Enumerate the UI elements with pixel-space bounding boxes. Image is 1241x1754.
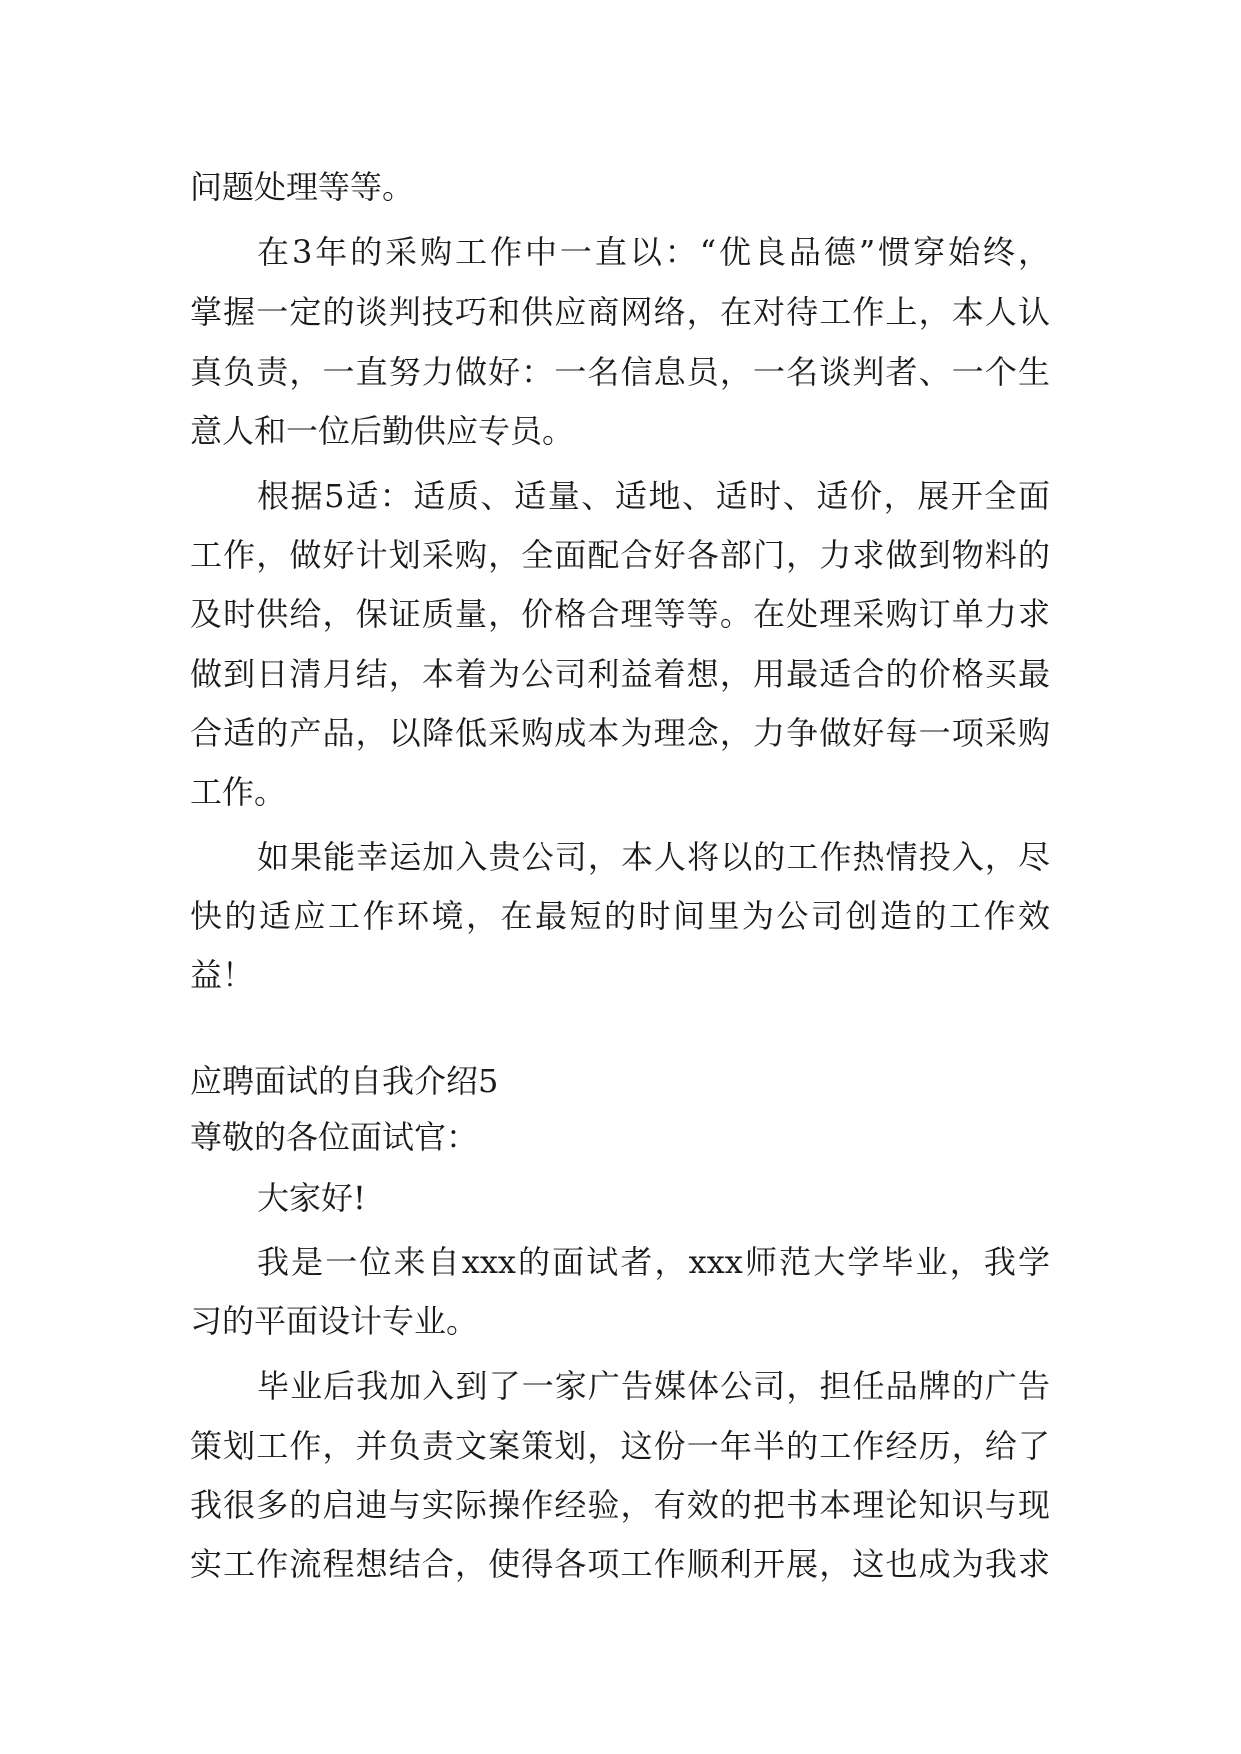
- greeting: 大家好!: [257, 1179, 366, 1217]
- paragraph-line: 掌握一定的谈判技巧和供应商网络，在对待工作上，本人认: [190, 293, 1050, 331]
- salutation: 尊敬的各位面试官：: [190, 1118, 479, 1156]
- paragraph-line: 做到日清月结，本着为公司利益着想，用最适合的价格买最: [190, 655, 1050, 693]
- paragraph-line: 工作，做好计划采购，全面配合好各部门，力求做到物料的: [190, 536, 1050, 574]
- section-title: 应聘面试的自我介绍5: [190, 1062, 499, 1100]
- paragraph-line: 工作。: [190, 773, 287, 811]
- paragraph-line: 毕业后我加入到了一家广告媒体公司，担任品牌的广告: [257, 1367, 1050, 1405]
- paragraph-line: 在3年的采购工作中一直以：“优良品德”惯穿始终，: [257, 233, 1050, 271]
- paragraph-line: 益！: [190, 956, 255, 994]
- paragraph-line: 意人和一位后勤供应专员。: [190, 412, 575, 450]
- text-line: 问题处理等等。: [190, 168, 415, 206]
- paragraph-line: 习的平面设计专业。: [190, 1302, 479, 1340]
- paragraph-line: 合适的产品，以降低采购成本为理念，力争做好每一项采购: [190, 714, 1050, 752]
- paragraph-line: 我很多的启迪与实际操作经验，有效的把书本理论知识与现: [190, 1486, 1050, 1524]
- paragraph-line: 如果能幸运加入贵公司，本人将以的工作热情投入，尽: [257, 838, 1050, 876]
- paragraph-line: 及时供给，保证质量，价格合理等等。在处理采购订单力求: [190, 595, 1050, 633]
- paragraph-line: 实工作流程想结合，使得各项工作顺利开展，这也成为我求: [190, 1545, 1050, 1583]
- paragraph-line: 我是一位来自xxx的面试者，xxx师范大学毕业，我学: [257, 1243, 1050, 1281]
- paragraph-line: 根据5适：适质、适量、适地、适时、适价，展开全面: [257, 477, 1050, 515]
- paragraph-line: 快的适应工作环境，在最短的时间里为公司创造的工作效: [190, 897, 1050, 935]
- paragraph-line: 策划工作，并负责文案策划，这份一年半的工作经历，给了: [190, 1427, 1050, 1465]
- paragraph-line: 真负责，一直努力做好：一名信息员，一名谈判者、一个生: [190, 353, 1050, 391]
